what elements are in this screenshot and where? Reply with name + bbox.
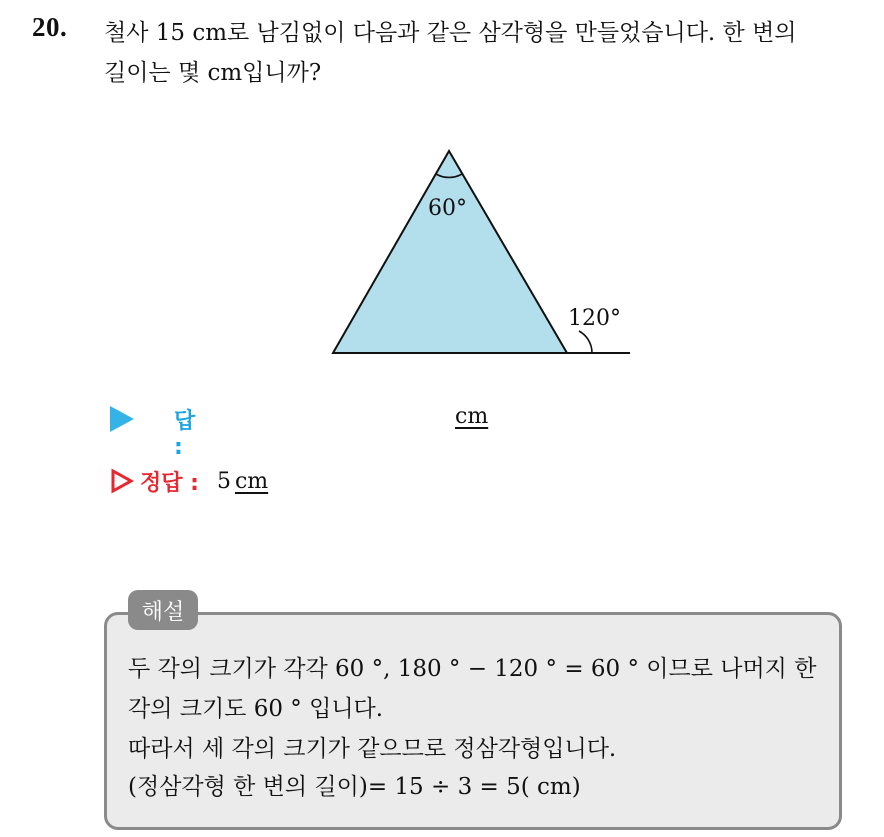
- answer-row: [110, 404, 489, 460]
- triangle-shape: [333, 151, 567, 353]
- correct-answer-row: [110, 466, 268, 496]
- answer-blank-unit: cm: [455, 404, 489, 429]
- exterior-angle-label: 120°: [568, 306, 621, 331]
- triangle-figure: [0, 0, 884, 400]
- solution-line-2: 각의 크기도 60 ° 입니다.: [128, 696, 384, 722]
- correct-answer-unit: cm: [234, 468, 269, 494]
- question-number: 20.: [32, 12, 68, 42]
- correct-answer-value: 5: [216, 468, 231, 494]
- correct-answer-label: 정답 :: [140, 470, 199, 496]
- exterior-angle-arc: [579, 331, 592, 353]
- question-text-line-2: 길이는 몇 cm입니까?: [104, 60, 322, 86]
- question-text-line-1: 철사 15 cm로 남김없이 다음과 같은 삼각형을 만들었습니다. 한 변의: [104, 20, 797, 46]
- solution-tab: 해설: [128, 590, 198, 630]
- answer-label: 답 :: [174, 409, 196, 460]
- solution-line-1: 두 각의 크기가 각각 60 °, 180 ° − 120 ° = 60 ° 이므로 나머지 한: [128, 656, 817, 682]
- solution-line-3: 따라서 세 각의 크기가 같으므로 정삼각형입니다.: [128, 736, 617, 762]
- top-angle-label: 60°: [428, 196, 467, 221]
- outline-play-marker-icon: [110, 468, 134, 494]
- solution-line-4: (정삼각형 한 변의 길이)= 15 ÷ 3 = 5( cm): [128, 774, 581, 800]
- play-marker-icon: [110, 406, 134, 432]
